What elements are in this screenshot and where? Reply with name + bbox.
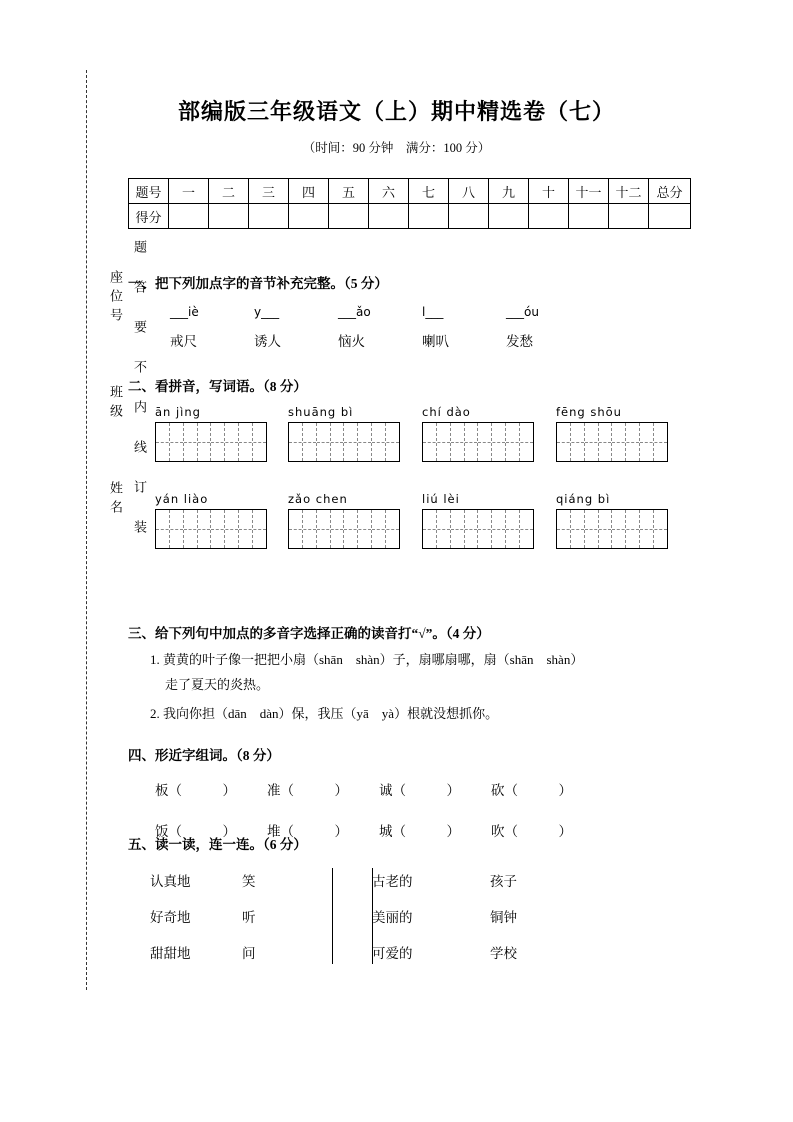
writing-block-8[interactable] [556,492,668,549]
grid-cell[interactable] [478,510,506,548]
writing-block-2[interactable] [288,405,400,462]
section-5-heading: 五、读一读，连一连。（6 分） [128,837,307,852]
match-left-1[interactable]: 认真地 [150,874,191,889]
pinyin-blank-1[interactable]: ___iè [170,305,199,319]
score-col-11: 十一 [569,179,609,204]
pinyin-label-8: qiáng bì [556,492,611,506]
grid-cell[interactable] [478,423,506,461]
section-4-heading: 四、形近字组词。（8 分） [128,748,280,763]
score-input-2[interactable] [209,204,249,229]
character-grid[interactable] [288,422,400,462]
match-right-2[interactable]: 美丽的 [372,910,413,925]
match-row-3 [150,934,620,970]
grid-cell[interactable] [372,510,399,548]
score-col-5: 五 [329,179,369,204]
grid-cell[interactable] [239,423,266,461]
divider-line-left [332,868,333,964]
grid-cell[interactable] [372,423,399,461]
jinzi-item-7[interactable]: 城（ ） [379,824,460,839]
grid-cell[interactable] [585,510,613,548]
match-left-word-1[interactable]: 笑 [242,874,256,889]
section-5-match-area [150,862,620,970]
score-table-row-label: 题号 [129,179,169,204]
grid-cell[interactable] [344,510,372,548]
match-right-1[interactable]: 古老的 [372,874,413,889]
jinzi-item-3[interactable]: 诚（ ） [379,783,460,798]
section-2-heading: 二、看拼音，写词语。（8 分） [128,379,307,394]
grid-cell[interactable] [640,423,667,461]
score-col-7: 七 [409,179,449,204]
match-right-word-1[interactable]: 孩子 [490,874,517,889]
section-3-question-1-line-1[interactable]: 1. 黄黄的叶子像一把把小扇（shān shàn）子，扇哪扇哪，扇（shān shàn） [150,652,584,667]
grid-cell[interactable] [317,423,345,461]
grid-cell[interactable] [423,510,451,548]
jinzi-item-1[interactable]: 板（ ） [155,783,236,798]
match-left-word-3[interactable]: 问 [242,946,256,961]
section-4-row-1 [155,779,603,799]
grid-cell[interactable] [289,510,317,548]
grid-cell[interactable] [451,423,479,461]
writing-block-1[interactable] [155,405,267,462]
score-input-12[interactable] [609,204,649,229]
pinyin-label-3: chí dào [422,405,471,419]
seal-field-class: 班级 [108,385,123,423]
grid-cell[interactable] [506,510,533,548]
seal-field-seat: 座位号 [108,270,123,327]
pinyin-blank-5[interactable]: ___óu [506,305,539,319]
match-right-3[interactable]: 可爱的 [372,946,413,961]
seal-fields-column [106,270,125,519]
score-input-7[interactable] [409,204,449,229]
grid-cell[interactable] [451,510,479,548]
score-col-1: 一 [169,179,209,204]
table-row-header [129,179,691,204]
score-input-8[interactable] [449,204,489,229]
score-input-11[interactable] [569,204,609,229]
pinyin-label-1: ān jìng [155,405,201,419]
grid-cell[interactable] [211,510,239,548]
grid-cell[interactable] [557,423,585,461]
character-grid[interactable] [422,509,534,549]
score-col-12: 十二 [609,179,649,204]
pinyin-label-2: shuāng bì [288,405,354,419]
character-grid[interactable] [288,509,400,549]
match-left-3[interactable]: 甜甜地 [150,946,191,961]
match-left-word-2[interactable]: 听 [242,910,256,925]
grid-cell[interactable] [612,423,640,461]
score-col-total: 总分 [649,179,691,204]
writing-block-3[interactable] [422,405,534,462]
score-col-9: 九 [489,179,529,204]
match-row-1 [150,862,620,898]
grid-cell[interactable] [156,423,184,461]
writing-block-4[interactable] [556,405,668,462]
grid-cell[interactable] [184,423,212,461]
seal-dashed-line [86,70,87,990]
grid-cell[interactable] [156,510,184,548]
writing-block-5[interactable] [155,492,267,549]
word-5: 发愁 [506,334,533,349]
pinyin-blank-2[interactable]: y___ [254,305,280,319]
divider-line-right [372,868,373,964]
jinzi-item-5[interactable]: 饭（ ） [155,824,236,839]
score-input-5[interactable] [329,204,369,229]
match-left-2[interactable]: 好奇地 [150,910,191,925]
score-col-6: 六 [369,179,409,204]
score-input-4[interactable] [289,204,329,229]
jinzi-item-8[interactable]: 吹（ ） [491,824,572,839]
page-subtitle: （时间：90 分钟 满分：100 分） [302,141,491,155]
match-row-2 [150,898,620,934]
word-1: 戒尺 [170,334,197,349]
pinyin-blank-4[interactable]: l___ [422,305,444,319]
page-title: 部编版三年级语文（上）期中精选卷（七） [177,99,615,124]
jinzi-item-6[interactable]: 堆（ ） [267,824,348,839]
word-2: 诱人 [254,334,281,349]
pinyin-label-7: liú lèi [422,492,460,506]
score-col-2: 二 [209,179,249,204]
score-col-3: 三 [249,179,289,204]
grid-cell[interactable] [557,510,585,548]
pinyin-label-4: fēng shōu [556,405,622,419]
writing-block-6[interactable] [288,492,400,549]
match-right-word-2[interactable]: 铜钟 [490,910,517,925]
jinzi-item-4[interactable]: 砍（ ） [491,783,572,798]
grid-cell[interactable] [506,423,533,461]
grid-cell[interactable] [184,510,212,548]
grid-cell[interactable] [344,423,372,461]
grid-cell[interactable] [640,510,667,548]
pinyin-label-6: zǎo chen [288,492,348,506]
score-input-3[interactable] [249,204,289,229]
score-table [128,178,691,229]
character-grid[interactable] [155,509,267,549]
section-1-heading: 一、把下列加点字的音节补充完整。（5 分） [128,276,388,291]
grid-cell[interactable] [289,423,317,461]
writing-block-7[interactable] [422,492,534,549]
seal-text: 题 答 要 不 内 线 订 装 [132,240,147,539]
score-input-9[interactable] [489,204,529,229]
character-grid[interactable] [556,422,668,462]
seal-field-name: 姓名 [108,481,123,519]
score-col-8: 八 [449,179,489,204]
character-grid[interactable] [556,509,668,549]
score-table-row-label-2: 得分 [129,204,169,229]
character-grid[interactable] [422,422,534,462]
grid-cell[interactable] [239,510,266,548]
word-3: 恼火 [338,334,365,349]
grid-cell[interactable] [317,510,345,548]
section-1-pinyin-row [170,305,590,319]
section-3-question-2[interactable]: 2. 我向你担（dān dàn）保，我压（yā yà）根就没想抓你。 [150,706,499,721]
score-input-1[interactable] [169,204,209,229]
grid-cell[interactable] [612,510,640,548]
score-input-total[interactable] [649,204,691,229]
pinyin-label-5: yán liào [155,492,209,506]
section-3-heading: 三、给下列句中加点的多音字选择正确的读音打“√”。（4 分） [128,626,490,641]
character-grid[interactable] [155,422,267,462]
score-input-10[interactable] [529,204,569,229]
section-1-word-row [170,330,610,350]
score-col-4: 四 [289,179,329,204]
score-input-6[interactable] [369,204,409,229]
section-3-question-1-line-2[interactable]: 走了夏天的炎热。 [165,677,270,692]
match-right-word-3[interactable]: 学校 [490,946,517,961]
score-col-10: 十 [529,179,569,204]
grid-cell[interactable] [585,423,613,461]
grid-cell[interactable] [423,423,451,461]
pinyin-blank-3[interactable]: ___ǎo [338,305,371,319]
word-4: 喇叭 [422,334,449,349]
jinzi-item-2[interactable]: 准（ ） [267,783,348,798]
table-row-score [129,204,691,229]
grid-cell[interactable] [211,423,239,461]
